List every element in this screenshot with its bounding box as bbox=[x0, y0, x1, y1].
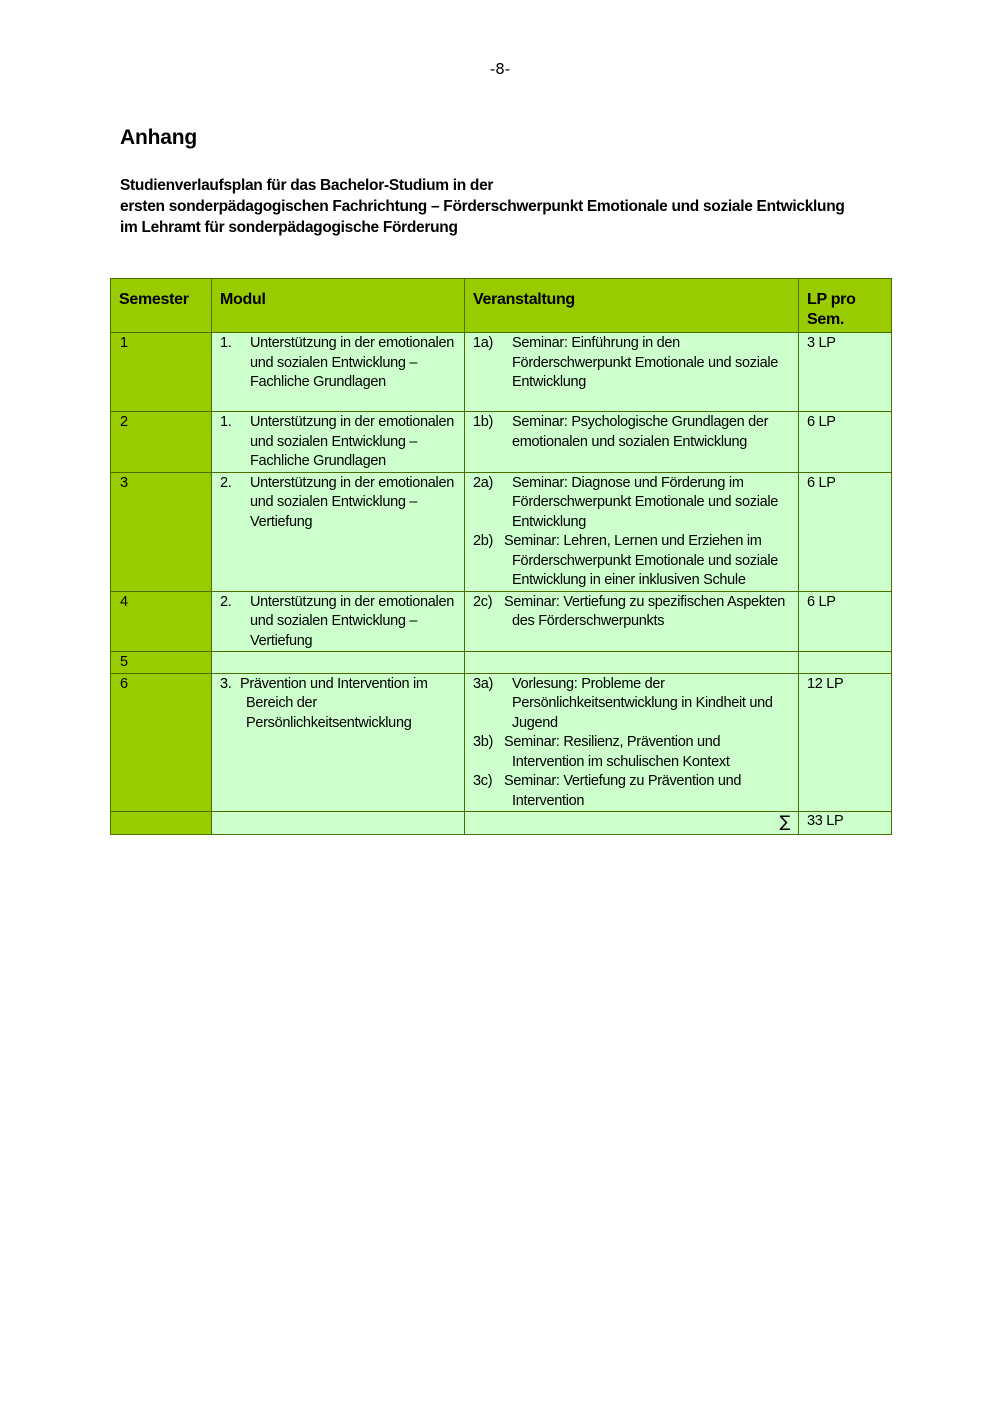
subtitle-line-2: ersten sonderpädagogischen Fachrichtung – Förderschwerpunkt Emotionale und soziale Entwicklung bbox=[120, 198, 845, 215]
veranstaltung-item bbox=[473, 733, 790, 772]
veranstaltung-number: 3b) bbox=[473, 734, 494, 750]
modul-cell bbox=[212, 673, 465, 812]
modul-title-first: Unterstützung in der emotionalen bbox=[250, 474, 454, 491]
veranstaltung-title-rest: Intervention im schulischen Kontext bbox=[512, 753, 730, 770]
veranstaltung-title-first: Seminar: Diagnose und Förderung im bbox=[512, 474, 744, 491]
modul-item bbox=[220, 675, 456, 734]
sum-row-modul-cell bbox=[212, 812, 465, 835]
veranstaltung-number: 3c) bbox=[473, 773, 493, 789]
veranstaltung-title bbox=[512, 474, 790, 533]
modul-cell bbox=[212, 333, 465, 412]
veranstaltung-number: 1a) bbox=[473, 335, 494, 351]
study-plan-table bbox=[110, 278, 892, 835]
veranstaltung-item bbox=[473, 334, 790, 393]
veranstaltung-item bbox=[473, 474, 790, 533]
modul-item bbox=[220, 413, 456, 472]
veranstaltung-cell bbox=[465, 673, 799, 812]
sum-row-semester-cell bbox=[111, 812, 212, 835]
veranstaltung-item bbox=[473, 593, 790, 632]
table-row bbox=[111, 652, 892, 674]
modul-title bbox=[250, 334, 456, 393]
table-row bbox=[111, 412, 892, 473]
modul-title bbox=[250, 474, 456, 533]
modul-cell bbox=[212, 591, 465, 652]
header-veranstaltung: Veranstaltung bbox=[465, 279, 799, 333]
veranstaltung-title bbox=[512, 334, 790, 393]
sum-row bbox=[111, 812, 892, 835]
header-modul: Modul bbox=[212, 279, 465, 333]
veranstaltung-cell bbox=[465, 412, 799, 473]
veranstaltung-item bbox=[473, 772, 790, 811]
veranstaltung-item bbox=[473, 413, 790, 452]
modul-item bbox=[220, 474, 456, 533]
veranstaltung-cell bbox=[465, 472, 799, 591]
veranstaltung-title bbox=[504, 532, 790, 591]
veranstaltung-number: 3a) bbox=[473, 675, 494, 692]
veranstaltung-title-first: Seminar: Lehren, Lernen und Erziehen im bbox=[504, 533, 762, 549]
veranstaltung-number: 1b) bbox=[473, 414, 494, 430]
sum-label-cell bbox=[465, 812, 799, 835]
document-subtitle bbox=[120, 175, 900, 238]
semester-cell: 5 bbox=[111, 652, 212, 674]
semester-cell: 2 bbox=[111, 412, 212, 473]
modul-number: 2. bbox=[220, 593, 232, 610]
veranstaltung-title-rest: Förderschwerpunkt Emotionale und soziale Entwicklung in einer inklusiven Schule bbox=[512, 552, 779, 588]
veranstaltung-item bbox=[473, 675, 790, 734]
header-lp bbox=[799, 279, 892, 333]
modul-number: 2. bbox=[220, 474, 232, 491]
modul-number: 1. bbox=[220, 414, 232, 430]
sum-value: 33 LP bbox=[799, 812, 892, 835]
table-header-row bbox=[111, 279, 892, 333]
modul-title bbox=[250, 593, 456, 652]
semester-cell: 1 bbox=[111, 333, 212, 412]
modul-title-rest: und sozialen Entwicklung – Fachliche Grundlagen bbox=[250, 433, 418, 469]
modul-number: 1. bbox=[220, 335, 232, 351]
page-heading: Anhang bbox=[120, 126, 197, 149]
veranstaltung-title-first: Seminar: Resilienz, Prävention und bbox=[504, 734, 721, 750]
veranstaltung-title-rest: Förderschwerpunkt Emotionale und soziale Entwicklung bbox=[512, 494, 779, 530]
lp-cell: 6 LP bbox=[799, 591, 892, 652]
lp-cell bbox=[799, 652, 892, 674]
veranstaltung-title bbox=[504, 772, 790, 811]
modul-title-rest: Bereich der Persönlichkeitsentwicklung bbox=[246, 695, 412, 731]
header-lp-line-2: Sem. bbox=[807, 311, 845, 328]
modul-title-rest: und sozialen Entwicklung – Vertiefung bbox=[250, 613, 418, 649]
modul-title-first: Unterstützung in der emotionalen bbox=[250, 593, 454, 610]
veranstaltung-title-rest: des Förderschwerpunkts bbox=[512, 613, 665, 629]
modul-title bbox=[240, 675, 456, 734]
veranstaltung-title-first: Seminar: Einführung in den bbox=[512, 335, 680, 351]
veranstaltung-title-first: Seminar: Vertiefung zu spezifischen Aspekten bbox=[504, 593, 785, 610]
veranstaltung-number: 2b) bbox=[473, 533, 494, 549]
veranstaltung-item bbox=[473, 532, 790, 591]
table-row bbox=[111, 333, 892, 412]
table-row bbox=[111, 472, 892, 591]
sum-symbol: ∑ bbox=[779, 812, 790, 831]
veranstaltung-number: 2c) bbox=[473, 593, 493, 610]
modul-title-first: Unterstützung in der emotionalen bbox=[250, 335, 454, 351]
modul-cell bbox=[212, 412, 465, 473]
veranstaltung-title-rest: Förderschwerpunkt Emotionale und soziale Entwicklung bbox=[512, 354, 779, 390]
lp-cell: 6 LP bbox=[799, 412, 892, 473]
page-number: -8- bbox=[489, 60, 511, 78]
subtitle-line-1: Studienverlaufsplan für das Bachelor-Studium in der bbox=[120, 177, 494, 194]
modul-title-first: Prävention und Intervention im bbox=[240, 675, 428, 692]
semester-cell: 3 bbox=[111, 472, 212, 591]
modul-title-rest: und sozialen Entwicklung – Fachliche Grundlagen bbox=[250, 354, 418, 390]
modul-title-rest: und sozialen Entwicklung – Vertiefung bbox=[250, 494, 418, 530]
table-row bbox=[111, 591, 892, 652]
modul-item bbox=[220, 593, 456, 652]
veranstaltung-cell bbox=[465, 652, 799, 674]
modul-cell bbox=[212, 472, 465, 591]
modul-number: 3. bbox=[220, 675, 232, 692]
lp-cell: 12 LP bbox=[799, 673, 892, 812]
veranstaltung-cell bbox=[465, 333, 799, 412]
modul-cell bbox=[212, 652, 465, 674]
modul-title bbox=[250, 413, 456, 472]
veranstaltung-title-first: Vorlesung: Probleme der bbox=[512, 675, 665, 692]
header-lp-line-1: LP pro bbox=[807, 291, 856, 308]
veranstaltung-cell bbox=[465, 591, 799, 652]
veranstaltung-title-rest: emotionalen und sozialen Entwicklung bbox=[512, 433, 748, 450]
veranstaltung-title-first: Seminar: Psychologische Grundlagen der bbox=[512, 414, 769, 430]
subtitle-line-3: im Lehramt für sonderpädagogische Förderung bbox=[120, 219, 458, 236]
table-row bbox=[111, 673, 892, 812]
veranstaltung-title-rest: Intervention bbox=[512, 792, 585, 809]
veranstaltung-title-first: Seminar: Vertiefung zu Prävention und bbox=[504, 773, 742, 789]
semester-cell: 4 bbox=[111, 591, 212, 652]
lp-cell: 3 LP bbox=[799, 333, 892, 412]
veranstaltung-title-rest: Persönlichkeitsentwicklung in Kindheit und Jugend bbox=[512, 695, 773, 731]
veranstaltung-title bbox=[512, 675, 790, 734]
veranstaltung-title bbox=[504, 593, 790, 632]
veranstaltung-title bbox=[504, 733, 790, 772]
header-semester: Semester bbox=[111, 279, 212, 333]
modul-title-first: Unterstützung in der emotionalen bbox=[250, 414, 454, 430]
veranstaltung-number: 2a) bbox=[473, 474, 494, 491]
modul-item bbox=[220, 334, 456, 393]
lp-cell: 6 LP bbox=[799, 472, 892, 591]
semester-cell: 6 bbox=[111, 673, 212, 812]
veranstaltung-title bbox=[512, 413, 790, 452]
